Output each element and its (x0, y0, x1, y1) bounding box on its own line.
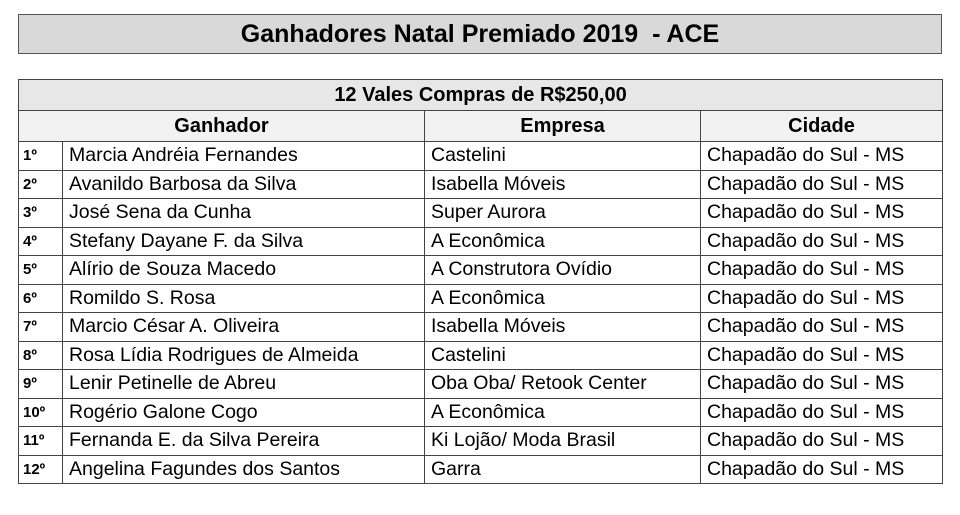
winners-table (18, 79, 943, 484)
winner-cell: Lenir Petinelle de Abreu (63, 370, 425, 399)
position-cell: 12º (19, 455, 63, 484)
winner-cell: Avanildo Barbosa da Silva (63, 170, 425, 199)
company-cell: A Econômica (425, 284, 701, 313)
city-cell: Chapadão do Sul - MS (701, 170, 943, 199)
table-row (19, 455, 943, 484)
table-row (19, 313, 943, 342)
column-header-empresa: Empresa (425, 111, 701, 142)
table-header-row (19, 111, 943, 142)
position-cell: 5º (19, 256, 63, 285)
company-cell: Garra (425, 455, 701, 484)
position-cell: 6º (19, 284, 63, 313)
column-header-ganhador: Ganhador (19, 111, 425, 142)
winner-cell: Alírio de Souza Macedo (63, 256, 425, 285)
winner-cell: Stefany Dayane F. da Silva (63, 227, 425, 256)
winner-cell: Rogério Galone Cogo (63, 398, 425, 427)
table-caption: 12 Vales Compras de R$250,00 (19, 80, 943, 111)
page-title: Ganhadores Natal Premiado 2019 - ACE (18, 14, 942, 54)
winner-cell: Fernanda E. da Silva Pereira (63, 427, 425, 456)
company-cell: Isabella Móveis (425, 170, 701, 199)
winner-cell: Marcia Andréia Fernandes (63, 142, 425, 171)
city-cell: Chapadão do Sul - MS (701, 370, 943, 399)
city-cell: Chapadão do Sul - MS (701, 427, 943, 456)
company-cell: Oba Oba/ Retook Center (425, 370, 701, 399)
position-cell: 10º (19, 398, 63, 427)
city-cell: Chapadão do Sul - MS (701, 341, 943, 370)
position-cell: 11º (19, 427, 63, 456)
table-row (19, 199, 943, 228)
city-cell: Chapadão do Sul - MS (701, 455, 943, 484)
position-cell: 7º (19, 313, 63, 342)
table-body (19, 142, 943, 484)
winner-cell: Rosa Lídia Rodrigues de Almeida (63, 341, 425, 370)
company-cell: A Econômica (425, 398, 701, 427)
table-caption-row (19, 80, 943, 111)
winner-cell: Romildo S. Rosa (63, 284, 425, 313)
company-cell: A Construtora Ovídio (425, 256, 701, 285)
winner-cell: José Sena da Cunha (63, 199, 425, 228)
table-row (19, 284, 943, 313)
table-row (19, 398, 943, 427)
city-cell: Chapadão do Sul - MS (701, 284, 943, 313)
table-row (19, 427, 943, 456)
position-cell: 2º (19, 170, 63, 199)
city-cell: Chapadão do Sul - MS (701, 256, 943, 285)
position-cell: 9º (19, 370, 63, 399)
company-cell: Isabella Móveis (425, 313, 701, 342)
company-cell: Castelini (425, 341, 701, 370)
table-row (19, 170, 943, 199)
table-row (19, 142, 943, 171)
winner-cell: Marcio César A. Oliveira (63, 313, 425, 342)
city-cell: Chapadão do Sul - MS (701, 199, 943, 228)
company-cell: A Econômica (425, 227, 701, 256)
city-cell: Chapadão do Sul - MS (701, 142, 943, 171)
position-cell: 8º (19, 341, 63, 370)
table-row (19, 370, 943, 399)
company-cell: Castelini (425, 142, 701, 171)
company-cell: Super Aurora (425, 199, 701, 228)
position-cell: 1º (19, 142, 63, 171)
winner-cell: Angelina Fagundes dos Santos (63, 455, 425, 484)
city-cell: Chapadão do Sul - MS (701, 313, 943, 342)
table-row (19, 227, 943, 256)
table-row (19, 341, 943, 370)
city-cell: Chapadão do Sul - MS (701, 227, 943, 256)
position-cell: 3º (19, 199, 63, 228)
city-cell: Chapadão do Sul - MS (701, 398, 943, 427)
column-header-cidade: Cidade (701, 111, 943, 142)
position-cell: 4º (19, 227, 63, 256)
table-row (19, 256, 943, 285)
company-cell: Ki Lojão/ Moda Brasil (425, 427, 701, 456)
